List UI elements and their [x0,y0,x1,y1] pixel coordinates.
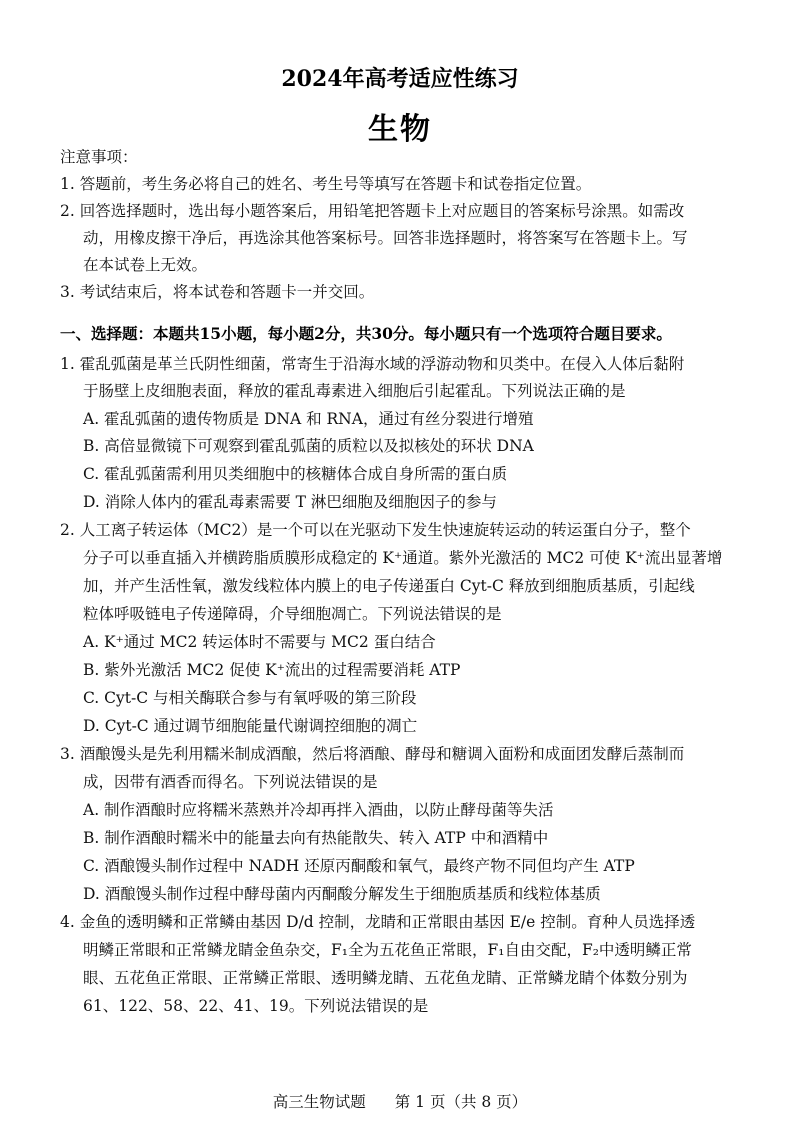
question-1-option-d: D. 消除人体内的霍乱毒素需要 T 淋巴细胞及细胞因子的参与 [83,493,497,511]
question-1-stem-cont: 于肠壁上皮细胞表面，释放的霍乱毒素进入细胞后引起霍乱。下列说法正确的是 [83,382,626,400]
question-1-option-a: A. 霍乱弧菌的遗传物质是 DNA 和 RNA，通过有丝分裂进行增殖 [83,410,534,428]
notice-item-1: 1. 答题前，考生务必将自己的姓名、考生号等填写在答题卡和试卷指定位置。 [60,175,592,193]
question-4-stem: 4. 金鱼的透明鳞和正常鳞由基因 D/d 控制，龙睛和正常眼由基因 E/e 控制。育种人员选择透 [60,913,696,931]
page-footer [0,1090,800,1112]
question-2-stem-cont: 分子可以垂直插入并横跨脂质膜形成稳定的 K⁺通道。紫外光激活的 MC2 可使 K⁺流出显著增 [83,549,723,567]
question-1-stem: 1. 霍乱弧菌是革兰氏阴性细菌，常寄生于沿海水域的浮游动物和贝类中。在侵入人体后黏附 [60,355,685,373]
notice-heading: 注意事项： [60,148,138,166]
question-3-stem: 3. 酒酿馒头是先利用糯米制成酒酿，然后将酒酿、酵母和糖调入面粉和成面团发酵后蒸制而 [60,745,685,763]
question-3-option-d: D. 酒酿馒头制作过程中酵母菌内丙酮酸分解发生于细胞质基质和线粒体基质 [83,885,601,903]
question-3-stem-cont: 成，因带有酒香而得名。下列说法错误的是 [83,773,378,791]
section-heading: 一、选择题：本题共15小题，每小题2分，共30分。每小题只有一个选项符合题目要求。 [60,324,672,343]
question-2-option-c: C. Cyt-C 与相关酶联合参与有氧呼吸的第三阶段 [83,689,417,707]
question-4-stem-cont3: 61、122、58、22、41、19。下列说法错误的是 [83,997,429,1015]
exam-title: 2024年高考适应性练习 [281,66,519,92]
question-3-option-c: C. 酒酿馒头制作过程中 NADH 还原丙酮酸和氧气，最终产物不同但均产生 ATP [83,857,635,875]
footer-course: 高三生物试题 [272,1093,366,1111]
question-2-stem-cont3: 粒体呼吸链电子传递障碍，介导细胞凋亡。下列说法错误的是 [83,605,502,623]
subject-title: 生物 [368,112,432,147]
question-1-option-c: C. 霍乱弧菌需利用贝类细胞中的核糖体合成自身所需的蛋白质 [83,465,508,483]
question-2-stem: 2. 人工离子转运体（MC2）是一个可以在光驱动下发生快速旋转运动的转运蛋白分子，整个 [60,521,691,539]
question-2-option-b: B. 紫外光激活 MC2 促使 K⁺流出的过程需要消耗 ATP [83,661,461,679]
notice-item-2-cont: 动，用橡皮擦干净后，再选涂其他答案标号。回答非选择题时，将答案写在答题卡上。写 [83,229,688,247]
question-1-option-b: B. 高倍显微镜下可观察到霍乱弧菌的质粒以及拟核处的环状 DNA [83,437,534,455]
question-2-option-a: A. K⁺通过 MC2 转运体时不需要与 MC2 蛋白结合 [83,633,436,651]
notice-item-3: 3. 考试结束后，将本试卷和答题卡一并交回。 [60,283,375,301]
question-3-option-a: A. 制作酒酿时应将糯米蒸熟并冷却再拌入酒曲，以防止酵母菌等失活 [83,801,554,819]
question-3-option-b: B. 制作酒酿时糯米中的能量去向有热能散失、转入 ATP 中和酒精中 [83,829,549,847]
footer-page-number: 第 1 页（共 8 页） [394,1093,528,1111]
question-4-stem-cont2: 眼、五花鱼正常眼、正常鳞正常眼、透明鳞龙睛、五花鱼龙睛、正常鳞龙睛个体数分别为 [83,969,688,987]
question-2-stem-cont2: 加，并产生活性氧，激发线粒体内膜上的电子传递蛋白 Cyt-C 释放到细胞质基质，引起线 [83,577,695,595]
notice-item-2-cont2: 在本试卷上无效。 [83,256,208,274]
question-2-option-d: D. Cyt-C 通过调节细胞能量代谢调控细胞的凋亡 [83,717,418,735]
notice-item-2: 2. 回答选择题时，选出每小题答案后，用铅笔把答题卡上对应题目的答案标号涂黑。如需改 [60,202,685,220]
question-4-stem-cont: 明鳞正常眼和正常鳞龙睛金鱼杂交，F₁全为五花鱼正常眼，F₁自由交配，F₂中透明鳞正常 [83,941,692,959]
